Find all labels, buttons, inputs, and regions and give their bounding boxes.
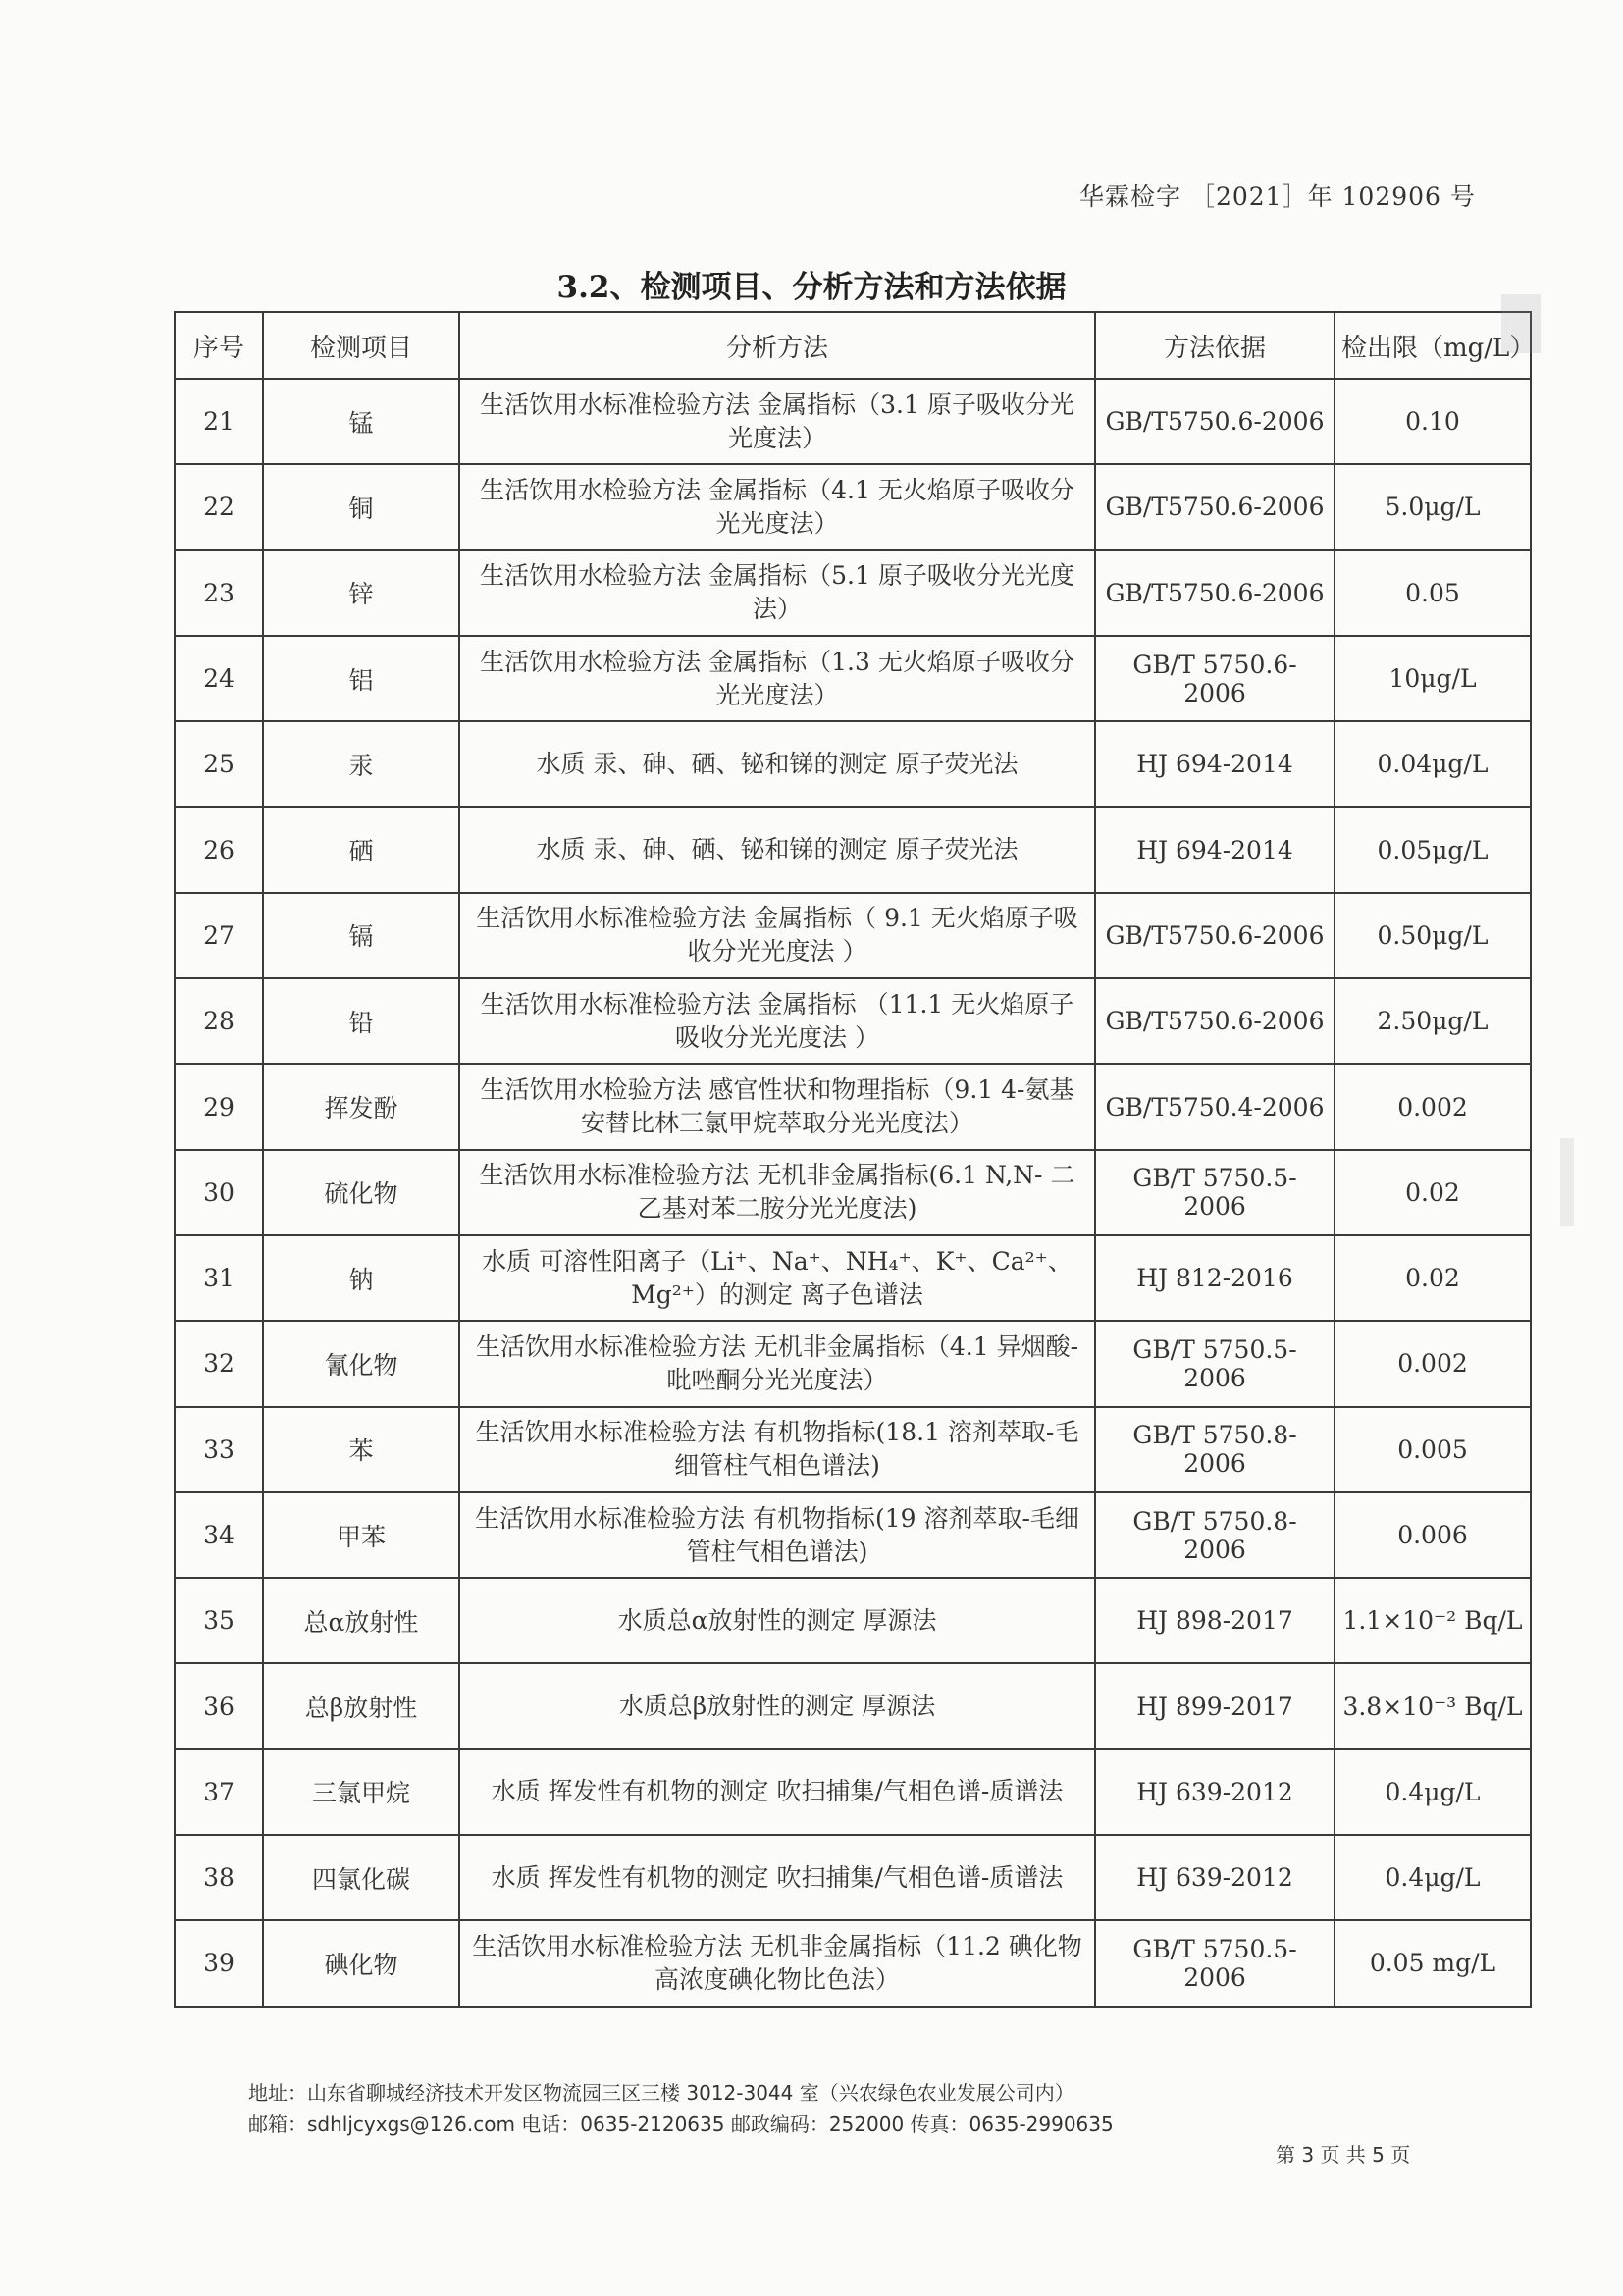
table-row <box>175 893 1531 978</box>
section-title: 3.2、检测项目、分析方法和方法依据 <box>556 270 1067 305</box>
cell-item: 硒 <box>263 807 459 892</box>
cell-standard: HJ 639-2012 <box>1095 1835 1335 1920</box>
footer-address: 地址：山东省聊城经济技术开发区物流园三区三楼 3012-3044 室（兴农绿色农业发展公司内） <box>248 2081 1074 2105</box>
test-items-table <box>174 311 1536 2008</box>
cell-method: 水质 可溶性阳离子（Li⁺、Na⁺、NH₄⁺、K⁺、Ca²⁺、Mg²⁺）的测定 离子色谱法 <box>459 1235 1095 1321</box>
scan-speck <box>1501 294 1541 353</box>
table-row <box>175 379 1531 464</box>
cell-no: 25 <box>175 721 263 807</box>
cell-item: 三氯甲烷 <box>263 1749 459 1835</box>
table-row <box>175 550 1531 636</box>
cell-item: 硫化物 <box>263 1150 459 1235</box>
cell-standard: GB/T5750.4-2006 <box>1095 1064 1335 1149</box>
cell-standard: GB/T 5750.5-2006 <box>1095 1150 1335 1235</box>
cell-item: 总β放射性 <box>263 1663 459 1748</box>
table-row <box>175 1321 1531 1406</box>
column-header-item: 检测项目 <box>263 312 459 379</box>
table-row <box>175 1578 1531 1663</box>
cell-item: 甲苯 <box>263 1492 459 1578</box>
cell-no: 38 <box>175 1835 263 1920</box>
cell-limit: 1.1×10⁻² Bq/L <box>1335 1578 1531 1663</box>
table-row <box>175 1150 1531 1235</box>
cell-limit: 0.05 <box>1335 550 1531 636</box>
cell-standard: GB/T5750.6-2006 <box>1095 550 1335 636</box>
cell-item: 四氯化碳 <box>263 1835 459 1920</box>
table-header-row <box>175 312 1531 379</box>
cell-standard: GB/T5750.6-2006 <box>1095 893 1335 978</box>
cell-limit: 0.04μg/L <box>1335 721 1531 807</box>
cell-standard: HJ 694-2014 <box>1095 721 1335 807</box>
cell-method: 生活饮用水标准检验方法 有机物指标(18.1 溶剂萃取-毛细管柱气相色谱法) <box>459 1407 1095 1492</box>
cell-limit: 0.05 mg/L <box>1335 1920 1531 2006</box>
cell-item: 铝 <box>263 636 459 721</box>
cell-no: 34 <box>175 1492 263 1578</box>
table-row <box>175 721 1531 807</box>
cell-item: 汞 <box>263 721 459 807</box>
footer-contact: 邮箱：sdhljcyxgs@126.com 电话：0635-2120635 邮政编码：252000 传真：0635-2990635 <box>248 2113 1114 2136</box>
table-row <box>175 978 1531 1064</box>
cell-limit: 3.8×10⁻³ Bq/L <box>1335 1663 1531 1748</box>
table-row <box>175 464 1531 549</box>
cell-limit: 0.005 <box>1335 1407 1531 1492</box>
table-row <box>175 1663 1531 1748</box>
page-number: 第 3 页 共 5 页 <box>1276 2143 1411 2166</box>
cell-no: 28 <box>175 978 263 1064</box>
cell-limit: 0.05μg/L <box>1335 807 1531 892</box>
cell-item: 碘化物 <box>263 1920 459 2006</box>
cell-limit: 0.4μg/L <box>1335 1835 1531 1920</box>
cell-item: 镉 <box>263 893 459 978</box>
cell-limit: 0.10 <box>1335 379 1531 464</box>
cell-no: 26 <box>175 807 263 892</box>
cell-standard: HJ 812-2016 <box>1095 1235 1335 1321</box>
cell-method: 水质 汞、砷、硒、铋和锑的测定 原子荧光法 <box>459 721 1095 807</box>
footer <box>248 2077 1114 2140</box>
column-header-standard: 方法依据 <box>1095 312 1335 379</box>
cell-no: 24 <box>175 636 263 721</box>
cell-no: 37 <box>175 1749 263 1835</box>
cell-no: 27 <box>175 893 263 978</box>
column-header-no: 序号 <box>175 312 263 379</box>
cell-no: 23 <box>175 550 263 636</box>
cell-item: 锌 <box>263 550 459 636</box>
cell-standard: GB/T5750.6-2006 <box>1095 464 1335 549</box>
cell-no: 33 <box>175 1407 263 1492</box>
table-row <box>175 1492 1531 1578</box>
cell-standard: GB/T 5750.5-2006 <box>1095 1321 1335 1406</box>
cell-limit: 10μg/L <box>1335 636 1531 721</box>
cell-method: 生活饮用水检验方法 感官性状和物理指标（9.1 4-氨基安替比林三氯甲烷萃取分光光度法） <box>459 1064 1095 1149</box>
cell-method: 生活饮用水标准检验方法 金属指标（ 9.1 无火焰原子吸收分光光度法 ） <box>459 893 1095 978</box>
cell-no: 39 <box>175 1920 263 2006</box>
column-header-limit: 检出限（mg/L） <box>1335 312 1531 379</box>
cell-method: 生活饮用水标准检验方法 金属指标（3.1 原子吸收分光光度法） <box>459 379 1095 464</box>
cell-method: 水质 挥发性有机物的测定 吹扫捕集/气相色谱-质谱法 <box>459 1835 1095 1920</box>
cell-limit: 0.4μg/L <box>1335 1749 1531 1835</box>
table-row <box>175 1407 1531 1492</box>
cell-item: 锰 <box>263 379 459 464</box>
cell-limit: 0.006 <box>1335 1492 1531 1578</box>
cell-no: 36 <box>175 1663 263 1748</box>
table-row <box>175 1749 1531 1835</box>
cell-standard: HJ 694-2014 <box>1095 807 1335 892</box>
cell-no: 32 <box>175 1321 263 1406</box>
cell-item: 铅 <box>263 978 459 1064</box>
table-row <box>175 1235 1531 1321</box>
cell-method: 水质总α放射性的测定 厚源法 <box>459 1578 1095 1663</box>
cell-method: 生活饮用水标准检验方法 无机非金属指标（11.2 碘化物 高浓度碘化物比色法） <box>459 1920 1095 2006</box>
cell-limit: 0.02 <box>1335 1150 1531 1235</box>
cell-limit: 2.50μg/L <box>1335 978 1531 1064</box>
cell-limit: 0.002 <box>1335 1321 1531 1406</box>
cell-limit: 0.02 <box>1335 1235 1531 1321</box>
cell-method: 生活饮用水检验方法 金属指标（4.1 无火焰原子吸收分光光度法） <box>459 464 1095 549</box>
cell-no: 35 <box>175 1578 263 1663</box>
scan-speck <box>1560 1138 1574 1226</box>
cell-item: 苯 <box>263 1407 459 1492</box>
cell-standard: HJ 899-2017 <box>1095 1663 1335 1748</box>
cell-no: 31 <box>175 1235 263 1321</box>
cell-standard: HJ 898-2017 <box>1095 1578 1335 1663</box>
cell-method: 生活饮用水检验方法 金属指标（1.3 无火焰原子吸收分光光度法） <box>459 636 1095 721</box>
column-header-method: 分析方法 <box>459 312 1095 379</box>
table-row <box>175 1064 1531 1149</box>
cell-method: 生活饮用水标准检验方法 有机物指标(19 溶剂萃取-毛细管柱气相色谱法) <box>459 1492 1095 1578</box>
cell-no: 21 <box>175 379 263 464</box>
cell-standard: GB/T5750.6-2006 <box>1095 379 1335 464</box>
table-row <box>175 1920 1531 2006</box>
cell-standard: GB/T 5750.8-2006 <box>1095 1492 1335 1578</box>
cell-no: 29 <box>175 1064 263 1149</box>
cell-method: 生活饮用水标准检验方法 无机非金属指标(6.1 N,N- 二乙基对苯二胺分光光度法) <box>459 1150 1095 1235</box>
cell-standard: GB/T 5750.5-2006 <box>1095 1920 1335 2006</box>
cell-method: 生活饮用水标准检验方法 金属指标 （11.1 无火焰原子吸收分光光度法 ） <box>459 978 1095 1064</box>
cell-method: 生活饮用水标准检验方法 无机非金属指标（4.1 异烟酸-吡唑酮分光光度法） <box>459 1321 1095 1406</box>
cell-method: 水质 汞、砷、硒、铋和锑的测定 原子荧光法 <box>459 807 1095 892</box>
cell-no: 30 <box>175 1150 263 1235</box>
cell-method: 生活饮用水检验方法 金属指标（5.1 原子吸收分光光度法） <box>459 550 1095 636</box>
cell-standard: GB/T 5750.6-2006 <box>1095 636 1335 721</box>
cell-limit: 5.0μg/L <box>1335 464 1531 549</box>
cell-limit: 0.50μg/L <box>1335 893 1531 978</box>
cell-standard: GB/T 5750.8-2006 <box>1095 1407 1335 1492</box>
cell-method: 水质 挥发性有机物的测定 吹扫捕集/气相色谱-质谱法 <box>459 1749 1095 1835</box>
table-row <box>175 1835 1531 1920</box>
cell-item: 挥发酚 <box>263 1064 459 1149</box>
table-row <box>175 636 1531 721</box>
cell-no: 22 <box>175 464 263 549</box>
cell-standard: GB/T5750.6-2006 <box>1095 978 1335 1064</box>
table-row <box>175 807 1531 892</box>
cell-method: 水质总β放射性的测定 厚源法 <box>459 1663 1095 1748</box>
cell-item: 氰化物 <box>263 1321 459 1406</box>
report-number: 华霖检字 ［2021］年 102906 号 <box>1079 183 1476 211</box>
cell-standard: HJ 639-2012 <box>1095 1749 1335 1835</box>
cell-limit: 0.002 <box>1335 1064 1531 1149</box>
cell-item: 钠 <box>263 1235 459 1321</box>
cell-item: 总α放射性 <box>263 1578 459 1663</box>
cell-item: 铜 <box>263 464 459 549</box>
